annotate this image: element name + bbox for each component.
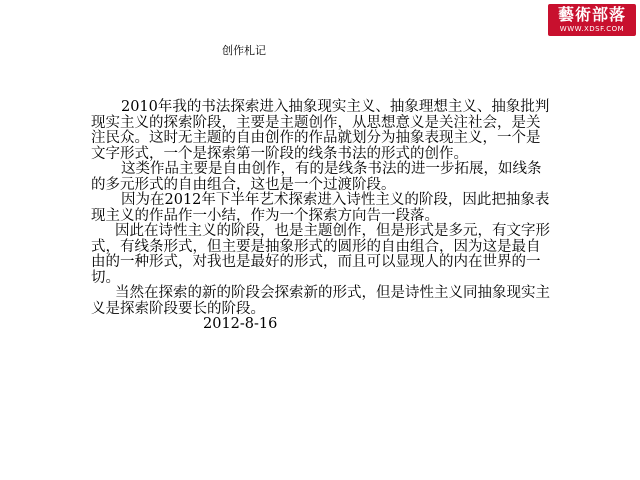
document-date: 2012-8-16	[203, 316, 278, 332]
paragraph-1: 2010年我的书法探索进入抽象现实主义、抽象理想主义、抽象批判现实主义的探索阶段，主要是主题创作，从思想意义是关注社会，是关注民众。这时无主题的自由创作的作品就划分为抽象表现主义，一个是文字形式，一个是探索第一阶段的线条书法的形式的创作。	[91, 99, 550, 162]
site-logo[interactable]	[548, 4, 636, 36]
paragraph-2: 这类作品主要是自由创作，有的是线条书法的进一步拓展，如线条的多元形式的自由组合，这也是一个过渡阶段。	[91, 161, 542, 193]
paragraph-4: 因此在诗性主义的阶段，也是主题创作，但是形式是多元，有文字形式，有线条形式，但主要是抽象形式的圆形的自由组合，因为这是最自由的一种形式，对我也是最好的形式，而且可以显现人的内在世界的一切。	[91, 223, 550, 286]
paragraph-3: 因为在2012年下半年艺术探索进入诗性主义的阶段，因此把抽象表现主义的作品作一小结，作为一个探索方向告一段落。	[91, 192, 550, 224]
document-title: 创作札记	[222, 44, 266, 57]
site-logo-url: WWW.XDSF.COM	[559, 25, 625, 33]
paragraph-5: 当然在探索的新的阶段会探索新的形式，但是诗性主义同抽象现实主义是探索阶段要长的阶段。	[91, 285, 550, 317]
document-body	[91, 100, 554, 333]
site-logo-name: 藝術部落	[557, 5, 626, 24]
